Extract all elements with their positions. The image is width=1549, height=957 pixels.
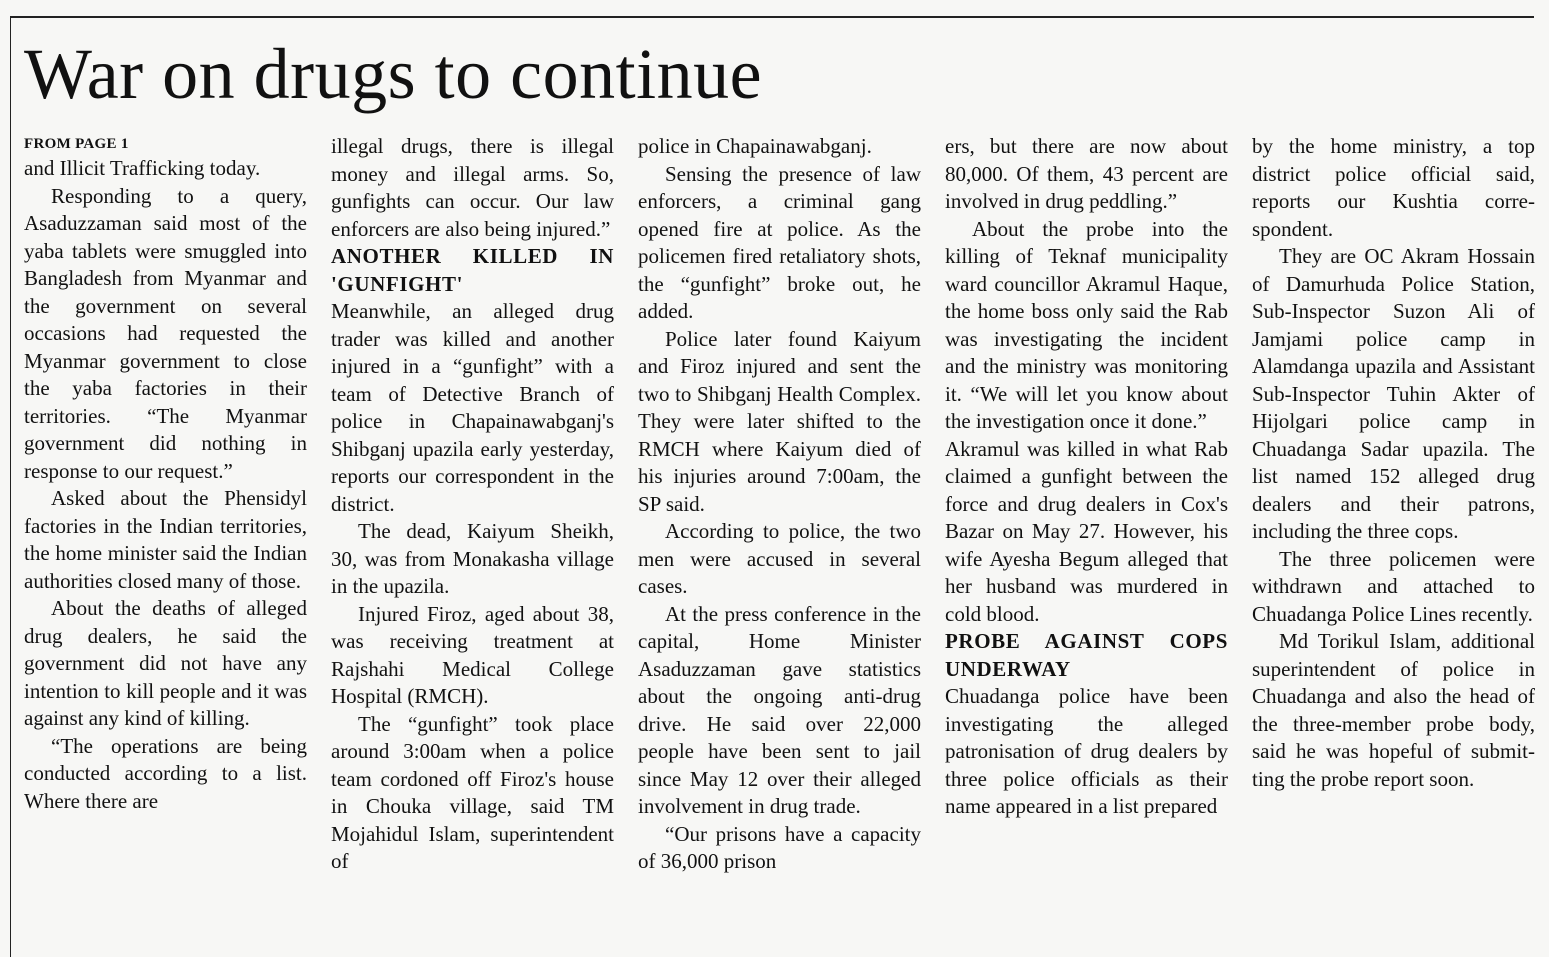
paragraph: illegal drugs, there is illegal money and illegal arms. So, gunfights can occur. Our law enforcers are also being injured.”	[331, 134, 614, 241]
subhead: PROBE AGAINST COPS UNDERWAY	[945, 629, 1228, 681]
paragraph: Md Torikul Islam, additional superintendent of police in Chuadanga and also the head of the three-member probe body, said he was hopeful of submitting the probe report soon.	[1252, 629, 1535, 791]
paragraph: Chuadanga police have been investigating the alleged patronisation of drug dealers by three police officials as their name appeared in a list prepared	[945, 684, 1228, 818]
paragraph: Sensing the presence of law enforcers, a criminal gang opened fire at police. As the policemen fired retaliatory shots, the “gunfight” broke out, he added.	[638, 161, 921, 323]
paragraph: They are OC Akram Hossain of Damurhuda Police Station, Sub-Inspector Suzon Ali of Jamjami police camp in Alamdanga upazila and Assistant Sub-Inspector Tuhin Akter of Hijolgari police camp in Chuadanga Sadar upazila. The list named 152 alleged drug dealers and their patrons, including the three cops.	[1252, 244, 1535, 543]
paragraph: police in Chapainawabganj.	[638, 134, 872, 158]
paragraph: About the probe into the killing of Teknaf municipality ward councillor Akramul Haque, the home boss only said the Rab was investigating the incident and the ministry was monitoring it. “We will let you know about the investigation once it done.”	[945, 216, 1228, 433]
headline: War on drugs to continue	[24, 34, 763, 114]
paragraph: Police later found Kaiyum and Firoz injured and sent the two to Shibganj Health Complex. They were later shifted to the RMCH where Kaiyum died of his injuries around 7:00am, the SP said.	[638, 326, 921, 516]
paragraph: ers, but there are now about 80,000. Of them, 43 percent are involved in drug peddling.”	[945, 134, 1228, 213]
paragraph: Akramul was killed in what Rab claimed a gunfight between the force and drug dealers in Cox's Bazar on May 27. However, his wife Ayesha Begum alleged that her husband was murdered in cold blood.	[945, 436, 1228, 626]
paragraph: and Illicit Trafficking today.	[24, 156, 261, 180]
column-4	[945, 133, 1228, 957]
column-5	[1252, 133, 1535, 957]
paragraph: “Our prisons have a capacity of 36,000 prison	[638, 821, 921, 873]
paragraph: The three policemen were withdrawn and attached to Chuadanga Police Lines recently.	[1252, 546, 1535, 626]
paragraph: According to police, the two men were accused in several cases.	[638, 519, 921, 598]
column-3	[638, 133, 921, 957]
paragraph: The dead, Kaiyum Sheikh, 30, was from Monakasha village in the upazila.	[331, 519, 614, 598]
paragraph: At the press conference in the capital, Home Minister Asaduzzaman gave statistics about the ongoing anti-drug drive. He said over 22,000 people have been sent to jail since May 12 over their alleged involvement in drug trade.	[638, 601, 921, 818]
subhead: ANOTHER KILLED IN 'GUNFIGHT'	[331, 244, 614, 296]
paragraph: “The operations are being conducted according to a list. Where there are	[24, 733, 307, 813]
paragraph: Injured Firoz, aged about 38, was receiving treatment at Rajshahi Medical College Hospital (RMCH).	[331, 601, 614, 708]
column-1	[24, 133, 307, 957]
paragraph: About the deaths of alleged drug dealers, he said the government did not have any intention to kill people and it was against any kind of killing.	[24, 596, 307, 730]
paragraph: Asked about the Phensidyl factories in the Indian territories, the home minister said the Indian authorities closed many of those.	[24, 486, 307, 593]
kicker: FROM PAGE 1	[24, 136, 129, 152]
paragraph: Meanwhile, an alleged drug trader was killed and another injured in a “gunfight” with a team of Detective Branch of police in Chapainawabganj's Shibganj upazila early yesterday, reports our correspondent in the district.	[331, 299, 614, 516]
paragraph: by the home ministry, a top district police official said, reports our Kushtia correspondent.	[1252, 134, 1535, 241]
column-2	[331, 133, 614, 957]
paragraph: Responding to a query, Asaduzzaman said most of the yaba tablets were smuggled into Bangladesh from Myanmar and the government on several occasions had requested the Myanmar government to close the yaba factories in their territories. “The Myanmar government did nothing in response to our request.”	[24, 183, 307, 483]
paragraph: The “gunfight” took place around 3:00am when a police team cordoned off Firoz's house in Chouka village, said TM Mojahidul Islam, superintendent of	[331, 711, 614, 873]
